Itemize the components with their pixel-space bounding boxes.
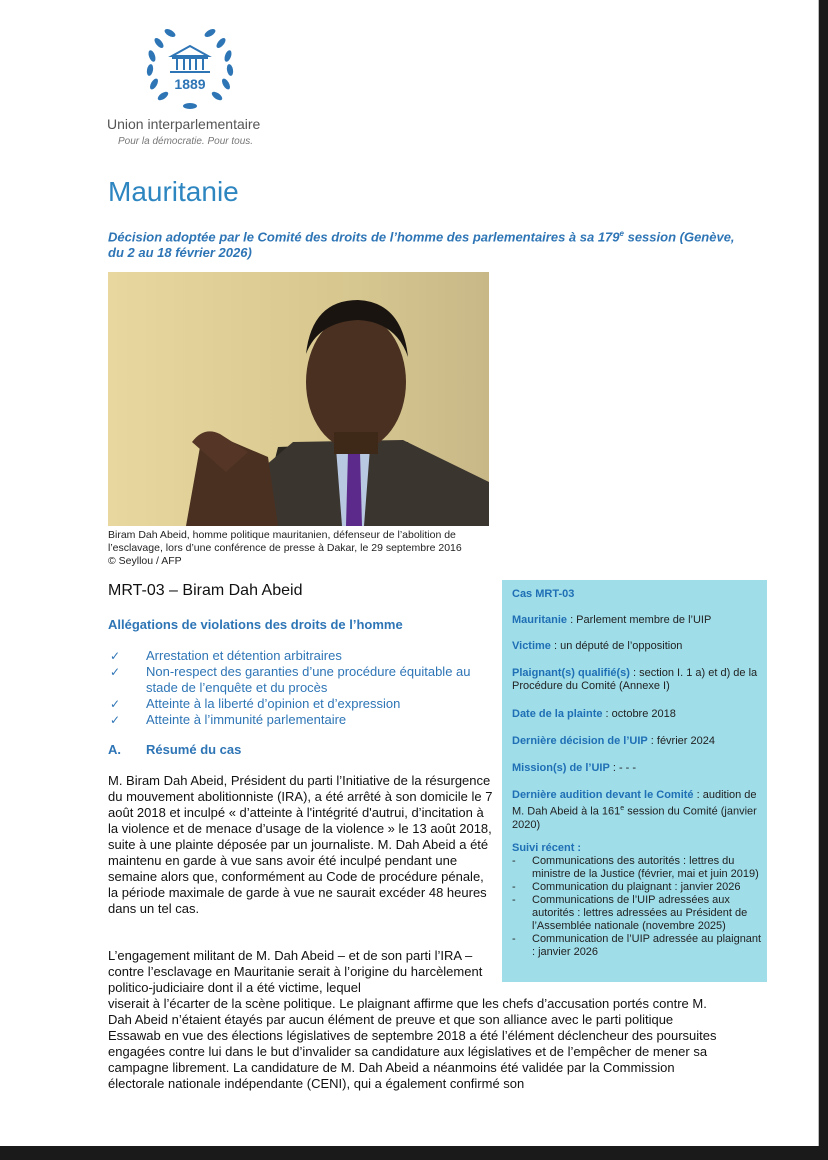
list-item: - Communications de l’UIP adressées aux autorités : lettres adressées au Président de l’Assemblée nationale (novembre 2025): [512, 894, 748, 932]
case-id: Cas MRT-03: [512, 588, 575, 600]
case-missions: Mission(s) de l’UIP : - - -: [512, 762, 637, 774]
list-item: ✓ Atteinte à la liberté d’opinion et d’expression: [110, 696, 401, 711]
decision-subtitle: Décision adoptée par le Comité des droits de l’homme des parlementaires à sa 179e session (Genève, du 2 au 18 février 2026): [108, 229, 735, 261]
photo-caption: Biram Dah Abeid, homme politique mauritanien, défenseur de l’abolition de l’esclavage, lors d’une conférence de presse à Dakar, le 29 septembre 2016 © Seyllou / AFP: [108, 529, 498, 568]
summary-paragraph-2-continued: viserait à l’écarter de la scène politique. Le plaignant affirme que les chefs d’accusation portés contre M. Dah Abeid n’étaient étayés par aucun élément de preuve et que son alliance avec le parti politique Essawab en vue des élections législatives de septembre 2018 a été l’élément déclencheur des poursuites engagées contre lui dans le but d’invalider sa candidature aux législatives et de l’empêcher de mener sa campagne librement. La candidature de M. Dah Abeid a néanmoins été validée par la Commission électorale nationale indépendante (CENI), qui a également confirmé son: [108, 996, 717, 1091]
case-country: Mauritanie : Parlement membre de l’UIP: [512, 614, 712, 626]
list-item: - Communication de l’UIP adressée au plaignant : janvier 2026: [512, 933, 762, 958]
org-tagline: Pour la démocratie. Pour tous.: [118, 136, 254, 147]
case-followup: Suivi récent : - Communications des autorités : lettres du ministre de la Justice (février, mai et juin 2019) - Communication du plaignant : janvier 2026 - Communications de l’UIP adressées aux autorités : lettres adressées au Président de l’Assemblée nationale (novembre 2025) - Communication de l’UIP adressée au plaignant : janvier 2026: [512, 842, 762, 958]
summary-paragraph-2: L’engagement militant de M. Dah Abeid – et de son parti l’IRA – contre l’esclavage en Mauritanie serait à l’origine du harcèlement politico-judiciaire dont il a été victime, lequel: [108, 948, 483, 995]
check-icon: ✓: [110, 697, 121, 711]
logo-year: 1889: [174, 76, 206, 92]
photo-credit: © Seyllou / AFP: [108, 555, 182, 567]
summary-paragraph-1: M. Biram Dah Abeid, Président du parti l’Initiative de la résurgence du mouvement abolitionniste (IRA), a été arrêté à son domicile le 7 août 2018 et inculpé « d’atteinte à l'intégrité d'autrui, d’incitation à la violence et de menace d’usage de la violence » le 13 août 2018, suite à une plainte déposée par un journaliste. M. Dah Abeid a été maintenu en garde à vue sans avoir été inculpé pendant une semaine alors que, conformément au Code de procédure pénale, la période maximale de garde à vue ne saurait excéder 48 heures dans un tel cas.: [108, 773, 493, 916]
case-complainant: Plaignant(s) qualifié(s) : section I. 1 a) et d) de la Procédure du Comité (Annexe I): [512, 667, 758, 692]
case-last-decision: Dernière décision de l’UIP : février 2024: [512, 735, 715, 747]
page-title: Mauritanie: [108, 176, 239, 207]
list-item: ✓ Non-respect des garanties d’une procédure équitable au stade de l’enquête et du procès: [110, 664, 471, 695]
check-icon: ✓: [110, 649, 121, 663]
case-info-box: [502, 580, 767, 982]
ipu-logo: [140, 22, 240, 112]
case-last-hearing: Dernière audition devant le Comité : audition de M. Dah Abeid à la 161e session du Comité (janvier 2020): [512, 789, 757, 831]
list-item: - Communication du plaignant : janvier 2026: [512, 881, 741, 893]
portrait-photo: [108, 272, 489, 526]
case-title: MRT-03 – Biram Dah Abeid: [108, 582, 303, 599]
case-complaint-date: Date de la plainte : octobre 2018: [512, 708, 676, 720]
case-victim: Victime : un député de l’opposition: [512, 640, 683, 652]
org-name: Union interparlementaire: [107, 116, 261, 132]
list-item: ✓ Arrestation et détention arbitraires: [110, 648, 342, 663]
allegations-heading: Allégations de violations des droits de l’homme: [108, 617, 403, 632]
check-icon: ✓: [110, 713, 121, 727]
list-item: - Communications des autorités : lettres du ministre de la Justice (février, mai et juin 2019): [512, 855, 759, 880]
check-icon: ✓: [110, 665, 121, 679]
list-item: ✓ Atteinte à l’immunité parlementaire: [110, 712, 347, 727]
summary-heading: A. Résumé du cas: [108, 742, 242, 757]
violations-list: [108, 648, 493, 728]
